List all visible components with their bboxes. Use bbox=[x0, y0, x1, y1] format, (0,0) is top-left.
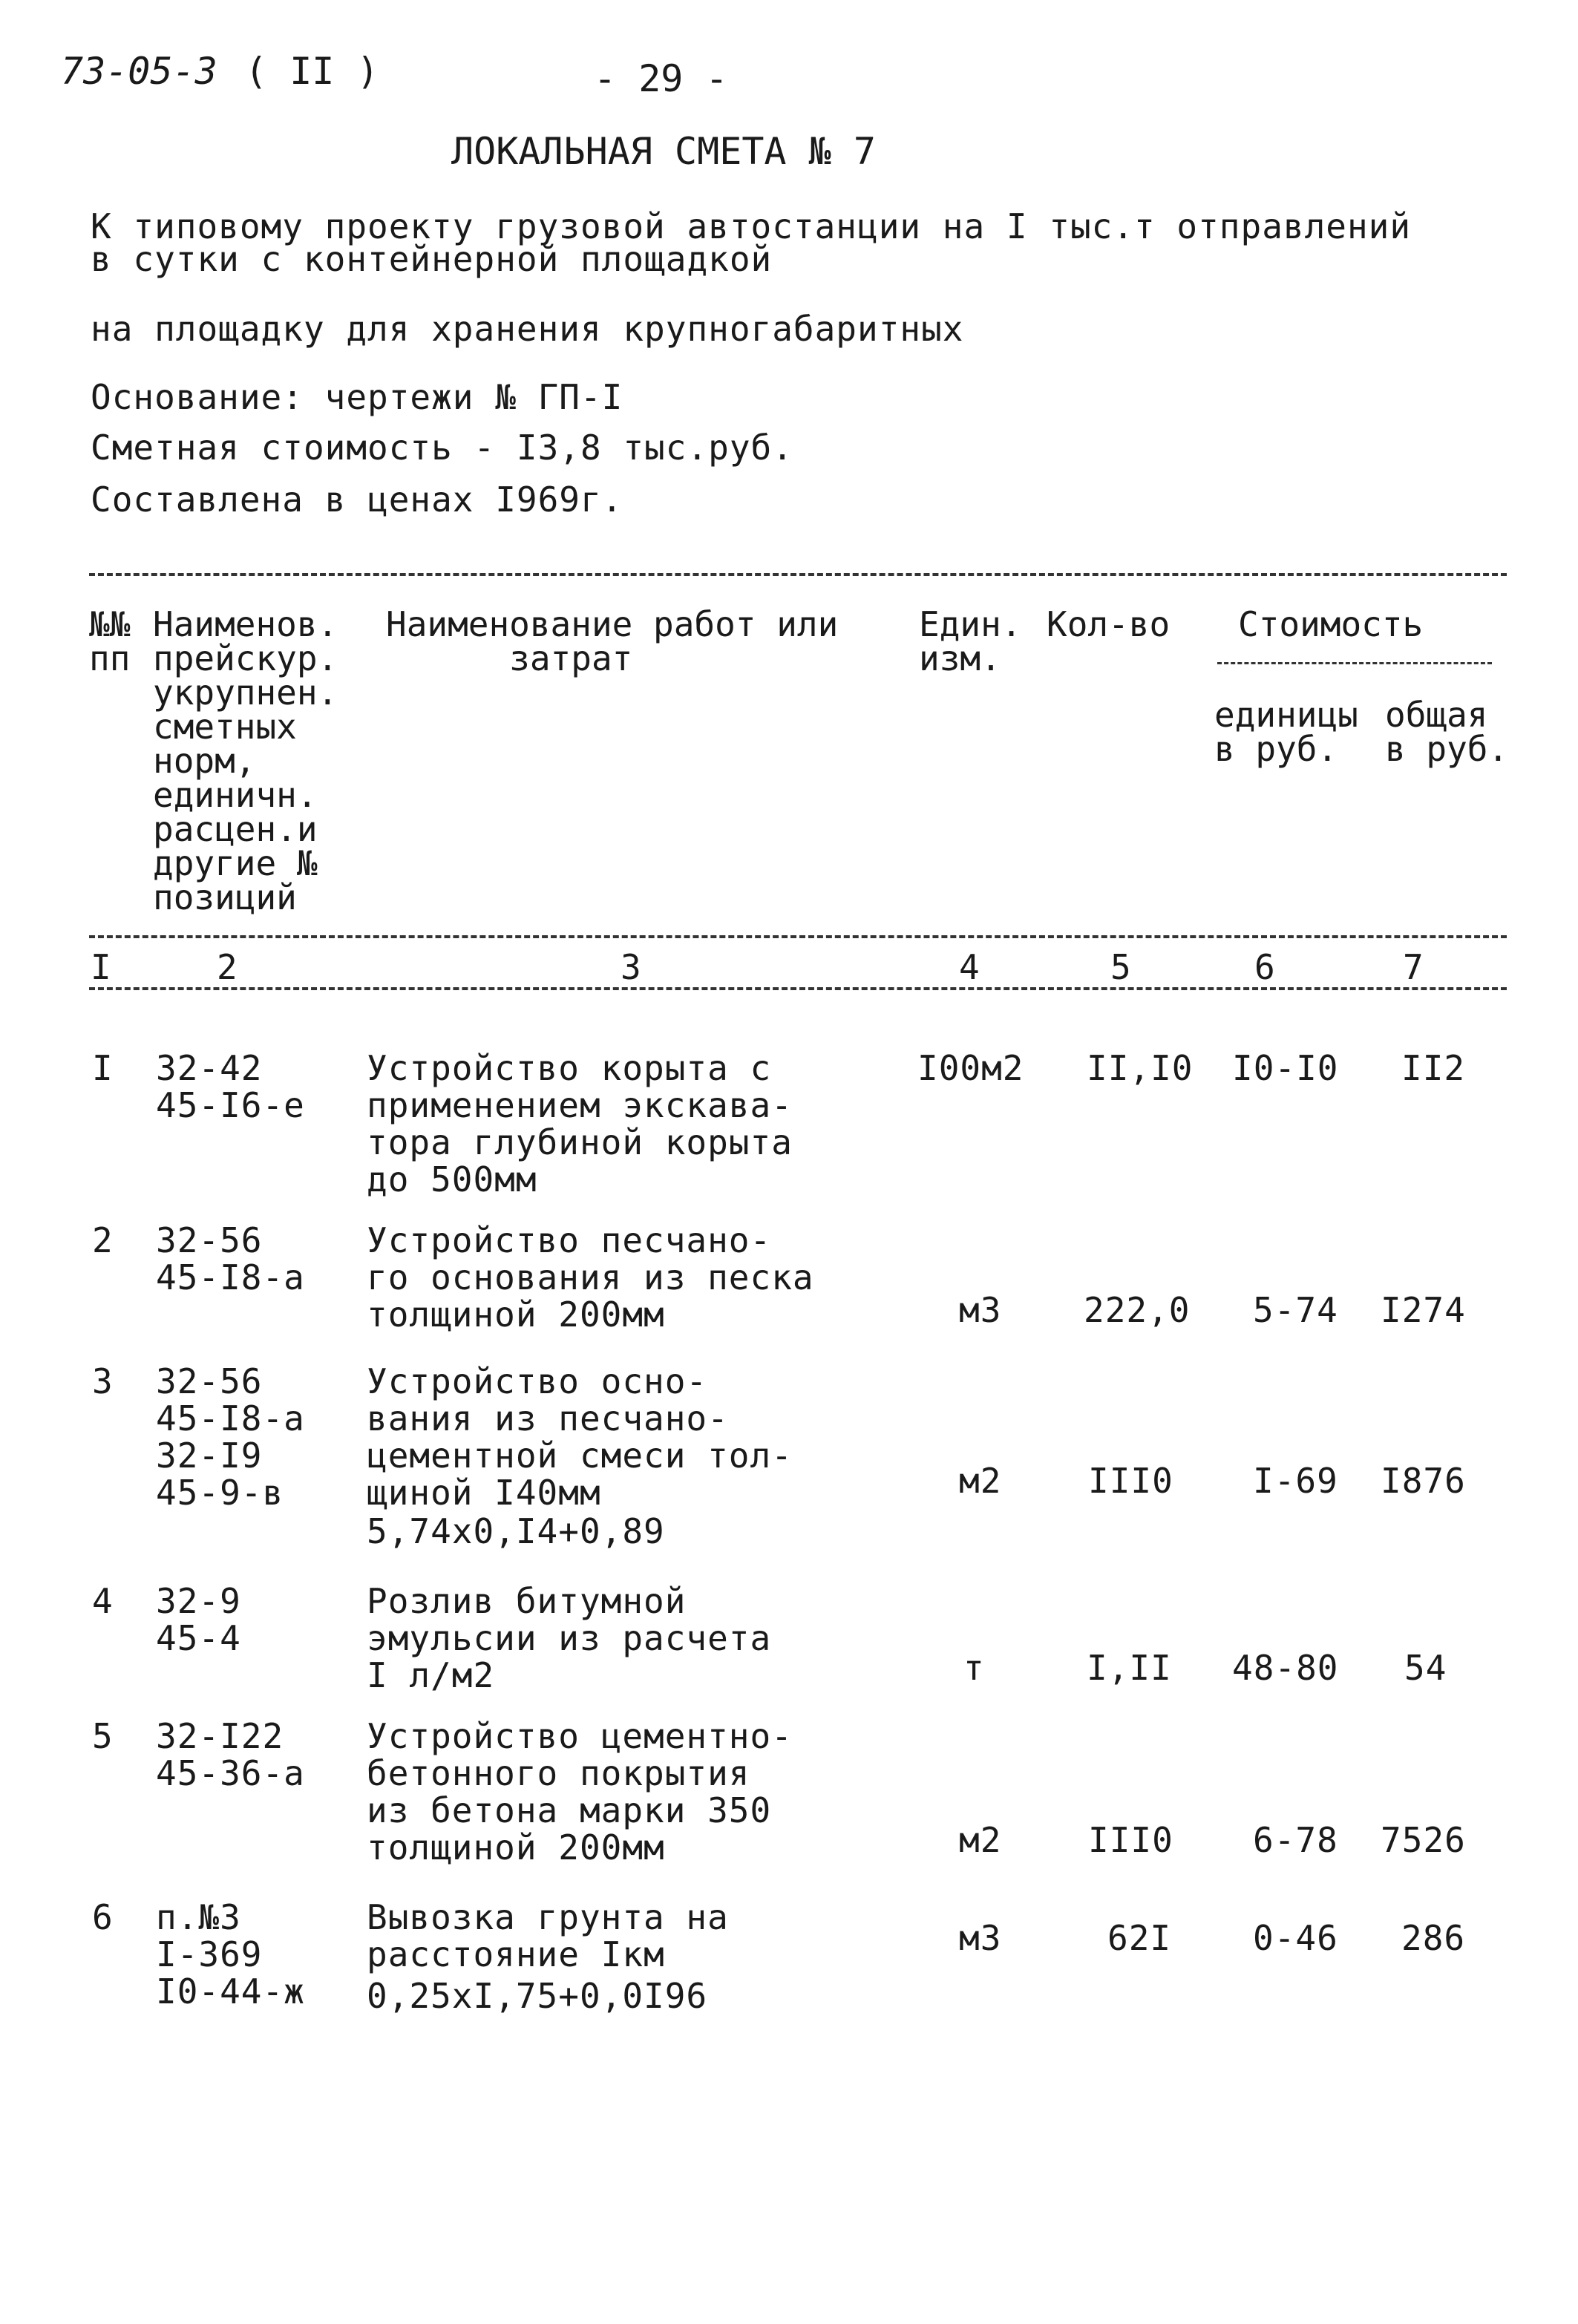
row-6-unit: м3 bbox=[959, 1918, 1002, 1958]
row-2-codes: 32-56 45-I8-а bbox=[156, 1220, 305, 1297]
row-4-unit-cost: 48-80 bbox=[1232, 1648, 1339, 1688]
row-1-qty: II,I0 bbox=[1087, 1048, 1194, 1088]
column-number-2: 2 bbox=[217, 947, 238, 987]
row-2-number: 2 bbox=[92, 1220, 114, 1260]
intro-line-2: в сутки с контейнерной площадкой bbox=[91, 239, 773, 279]
intro-object: на площадку для хранения крупногабаритных bbox=[91, 309, 964, 349]
row-5-total: 7526 bbox=[1381, 1820, 1466, 1860]
row-1-unit-cost: I0-I0 bbox=[1232, 1048, 1339, 1088]
row-4-number: 4 bbox=[92, 1581, 114, 1621]
row-2-name: Устройство песчано- го основания из песка толщиной 200мм bbox=[367, 1220, 814, 1335]
column-number-7: 7 bbox=[1403, 947, 1424, 987]
header-col-cost: Стоимость bbox=[1238, 604, 1424, 644]
row-6-total: 286 bbox=[1401, 1918, 1466, 1958]
column-numbers-top-rule bbox=[89, 935, 1507, 938]
row-6-number: 6 bbox=[92, 1897, 114, 1937]
row-6-name: Вывозка грунта на расстояние Iкм bbox=[367, 1897, 729, 1974]
row-3-name: Устройство осно- вания из песчано- цементной смеси тол- щиной I40мм bbox=[367, 1361, 793, 1513]
document-part: ( II ) bbox=[245, 50, 379, 93]
row-6-note: 0,25хI,75+0,0I96 bbox=[367, 1976, 708, 2016]
header-col-codes: Наименов. прейскур. укрупнен. сметных норм, единичн. расцен.и другие № позиций bbox=[153, 604, 338, 917]
intro-basis: Основание: чертежи № ГП-I bbox=[91, 377, 623, 417]
row-6-qty: 62I bbox=[1107, 1918, 1172, 1958]
row-4-unit: т bbox=[963, 1648, 985, 1688]
column-numbers-bottom-rule bbox=[89, 987, 1507, 990]
column-number-5: 5 bbox=[1110, 947, 1131, 987]
row-2-total: I274 bbox=[1381, 1290, 1466, 1330]
cost-header-rule bbox=[1217, 662, 1492, 664]
header-col-unit-cost: единицы в руб. bbox=[1214, 695, 1358, 769]
header-col-number: №№ пп bbox=[89, 604, 131, 678]
column-number-4: 4 bbox=[959, 947, 980, 987]
row-2-unit-cost: 5-74 bbox=[1253, 1290, 1338, 1330]
row-5-unit: м2 bbox=[959, 1820, 1002, 1860]
row-5-qty: III0 bbox=[1088, 1820, 1173, 1860]
row-1-codes: 32-42 45-I6-е bbox=[156, 1048, 305, 1125]
row-1-name: Устройство корыта с применением экскава- тора глубиной корыта до 500мм bbox=[367, 1048, 793, 1199]
document-code: 73-05-3 bbox=[61, 50, 217, 93]
row-4-total: 54 bbox=[1404, 1648, 1447, 1688]
column-number-1: I bbox=[91, 947, 111, 987]
document-title: ЛОКАЛЬНАЯ СМЕТА № 7 bbox=[451, 130, 876, 173]
intro-line-1: К типовому проекту грузовой автостанции на I тыс.т отправлений bbox=[91, 206, 1412, 246]
intro-prices: Составлена в ценах I969г. bbox=[91, 479, 623, 520]
row-4-qty: I,II bbox=[1087, 1648, 1172, 1688]
row-1-total: II2 bbox=[1401, 1048, 1466, 1088]
header-col-total: общая в руб. bbox=[1385, 695, 1509, 769]
row-5-unit-cost: 6-78 bbox=[1253, 1820, 1338, 1860]
row-3-qty: III0 bbox=[1088, 1461, 1173, 1501]
intro-cost: Сметная стоимость - I3,8 тыс.руб. bbox=[91, 428, 793, 468]
header-col-qty: Кол-во bbox=[1047, 604, 1171, 644]
row-3-total: I876 bbox=[1381, 1461, 1466, 1501]
row-5-number: 5 bbox=[92, 1716, 114, 1756]
row-1-number: I bbox=[92, 1048, 114, 1088]
row-3-number: 3 bbox=[92, 1361, 114, 1401]
row-3-codes: 32-56 45-I8-а 32-I9 45-9-в bbox=[156, 1361, 305, 1513]
row-3-unit: м2 bbox=[959, 1461, 1002, 1501]
header-col-unit: Един. изм. bbox=[919, 604, 1022, 678]
header-col-name: Наименование работ или затрат bbox=[386, 604, 839, 678]
row-5-name: Устройство цементно- бетонного покрытия из бетона марки 350 толщиной 200мм bbox=[367, 1716, 793, 1868]
column-number-6: 6 bbox=[1254, 947, 1275, 987]
row-5-codes: 32-I22 45-36-а bbox=[156, 1716, 305, 1793]
row-3-note: 5,74х0,I4+0,89 bbox=[367, 1511, 665, 1551]
row-6-unit-cost: 0-46 bbox=[1253, 1918, 1338, 1958]
row-2-qty: 222,0 bbox=[1084, 1290, 1191, 1330]
row-2-unit: м3 bbox=[959, 1290, 1002, 1330]
row-1-unit: I00м2 bbox=[917, 1048, 1024, 1088]
page-number: - 29 - bbox=[594, 57, 728, 100]
row-6-codes: п.№3 I-369 I0-44-ж bbox=[156, 1897, 305, 2012]
row-4-name: Розлив битумной эмульсии из расчета I л/м2 bbox=[367, 1581, 772, 1695]
row-4-codes: 32-9 45-4 bbox=[156, 1581, 241, 1658]
column-number-3: 3 bbox=[621, 947, 641, 987]
row-3-unit-cost: I-69 bbox=[1253, 1461, 1338, 1501]
table-top-rule bbox=[89, 573, 1507, 576]
